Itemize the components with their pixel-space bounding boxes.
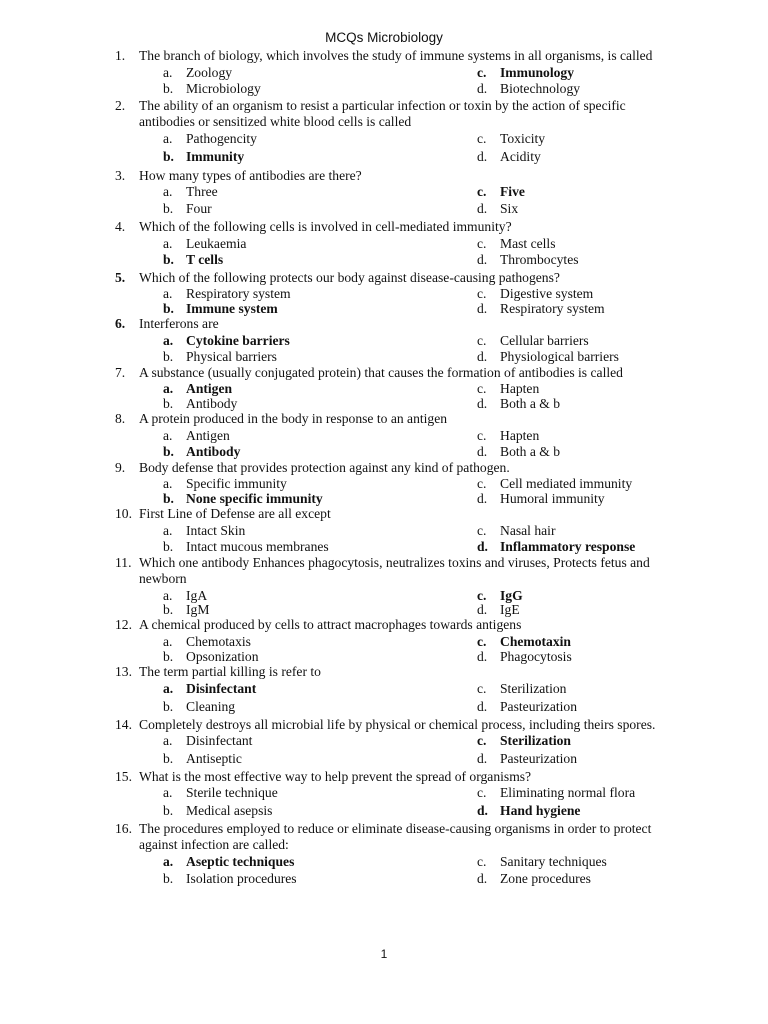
question-number: 9. — [115, 459, 126, 475]
question-item — [115, 316, 675, 365]
option-text: Four — [186, 201, 212, 216]
option-letter: d. — [477, 348, 488, 364]
option-letter: b. — [163, 491, 174, 506]
question-list — [115, 48, 675, 888]
option-text: Both a & b — [500, 396, 561, 411]
answer-option — [163, 699, 235, 716]
option-row — [115, 301, 675, 316]
option-row — [115, 649, 675, 664]
option-text: None specific immunity — [186, 491, 323, 506]
option-letter: a. — [163, 235, 173, 251]
answer-option — [163, 131, 257, 148]
answer-option — [477, 733, 571, 750]
option-text: Isolation procedures — [186, 871, 297, 886]
answer-option — [477, 184, 525, 201]
option-letter: a. — [163, 785, 173, 800]
option-text: Microbiology — [186, 81, 261, 96]
option-text: Thrombocytes — [500, 251, 579, 267]
question-number: 3. — [115, 167, 126, 183]
option-row — [115, 699, 675, 716]
option-letter: c. — [477, 853, 487, 869]
answer-option — [477, 349, 619, 366]
question-stem — [115, 555, 675, 588]
question-number: 11. — [115, 554, 132, 570]
option-letter: c. — [477, 332, 487, 348]
answer-option — [163, 184, 218, 201]
option-row — [115, 236, 675, 252]
option-letter: c. — [477, 130, 487, 146]
option-row — [115, 871, 675, 888]
question-stem — [115, 460, 675, 477]
option-letter: c. — [477, 184, 487, 199]
option-text: Immunology — [500, 64, 575, 80]
option-text: Zone procedures — [500, 871, 591, 886]
option-letter: c. — [477, 633, 487, 649]
answer-option — [163, 201, 212, 218]
answer-option — [163, 333, 290, 350]
answer-option — [477, 149, 541, 166]
option-letter: b. — [163, 698, 174, 714]
option-row — [115, 803, 675, 820]
option-row — [115, 523, 675, 539]
option-letter: b. — [163, 81, 174, 96]
option-letter: a. — [163, 286, 173, 301]
option-letter: c. — [477, 680, 487, 696]
answer-option — [477, 785, 635, 802]
question-number: 6. — [115, 316, 126, 331]
option-text: Cleaning — [186, 698, 236, 714]
option-letter: a. — [163, 130, 173, 146]
option-row — [115, 286, 675, 301]
option-text: Cellular barriers — [500, 332, 589, 348]
option-text: Medical asepsis — [186, 802, 273, 818]
option-row — [115, 588, 675, 603]
option-letter: b. — [163, 348, 174, 364]
option-letter: b. — [163, 201, 174, 216]
option-row — [115, 252, 675, 268]
option-text: Respiratory system — [186, 286, 291, 301]
option-text: Opsonization — [186, 649, 259, 664]
question-number: 8. — [115, 411, 126, 426]
answer-option — [163, 681, 256, 698]
option-row — [115, 65, 675, 82]
answer-option — [477, 81, 580, 98]
option-text: Antibody — [186, 396, 238, 411]
option-row — [115, 333, 675, 349]
answer-option — [477, 523, 555, 540]
option-text: Antibody — [186, 443, 241, 459]
option-row — [115, 81, 675, 98]
question-number: 16. — [115, 820, 132, 836]
answer-option — [477, 428, 539, 445]
option-letter: b. — [163, 251, 174, 267]
option-row — [115, 785, 675, 803]
option-letter: b. — [163, 396, 174, 411]
option-row — [115, 444, 675, 460]
answer-option — [163, 149, 244, 166]
answer-option — [163, 854, 294, 871]
option-letter: c. — [477, 476, 487, 491]
option-letter: c. — [477, 427, 487, 443]
question-item — [115, 555, 675, 618]
option-letter: c. — [477, 785, 487, 800]
option-text: Sterilization — [500, 680, 567, 696]
option-letter: a. — [163, 522, 173, 538]
option-text: IgE — [500, 602, 520, 617]
option-text: Sanitary techniques — [500, 853, 607, 869]
answer-option — [163, 444, 240, 461]
option-text: Three — [186, 184, 218, 199]
option-letter: d. — [477, 301, 488, 316]
option-letter: a. — [163, 476, 173, 491]
answer-option — [163, 871, 297, 888]
question-number: 15. — [115, 768, 132, 784]
option-row — [115, 751, 675, 768]
answer-option — [477, 751, 577, 768]
question-item — [115, 48, 675, 98]
option-text: IgM — [186, 602, 210, 617]
answer-option — [163, 539, 329, 556]
question-text: Interferons are — [139, 316, 219, 331]
option-row — [115, 476, 675, 491]
option-text: Pasteurization — [500, 698, 578, 714]
option-text: Inflammatory response — [500, 538, 636, 554]
option-letter: b. — [163, 443, 174, 459]
option-text: Antigen — [186, 427, 230, 443]
question-stem — [115, 617, 675, 634]
question-number: 4. — [115, 219, 126, 234]
option-row — [115, 381, 675, 396]
option-letter: a. — [163, 381, 174, 396]
question-stem — [115, 365, 675, 382]
option-letter: c. — [477, 64, 487, 80]
option-text: Sterile technique — [186, 785, 278, 800]
option-text: Cell mediated immunity — [500, 476, 633, 491]
answer-option — [163, 634, 251, 651]
option-letter: a. — [163, 853, 174, 869]
option-letter: b. — [163, 871, 174, 886]
answer-option — [163, 428, 230, 445]
option-text: Leukaemia — [186, 235, 247, 251]
option-letter: b. — [163, 301, 174, 316]
answer-option — [477, 65, 574, 82]
question-number: 10. — [115, 506, 132, 521]
option-letter: c. — [477, 381, 487, 396]
question-text: What is the most effective way to help prevent the spread of organisms? — [139, 768, 532, 784]
option-letter: d. — [477, 649, 488, 664]
option-text: Aseptic techniques — [186, 853, 295, 869]
option-text: IgG — [500, 587, 523, 603]
option-text: Disinfectant — [186, 733, 253, 748]
answer-option — [163, 81, 261, 98]
answer-option — [163, 803, 272, 820]
option-letter: a. — [163, 184, 173, 199]
option-letter: a. — [163, 332, 174, 348]
question-item — [115, 98, 675, 167]
answer-option — [163, 252, 223, 269]
option-letter: b. — [163, 602, 174, 617]
option-letter: d. — [477, 538, 488, 554]
answer-option — [477, 201, 518, 218]
answer-option — [477, 681, 566, 698]
option-text: Chemotaxin — [500, 633, 571, 649]
question-number: 5. — [115, 269, 126, 285]
option-text: Five — [500, 184, 525, 199]
option-letter: c. — [477, 522, 487, 538]
option-text: T cells — [186, 251, 224, 267]
question-item — [115, 617, 675, 664]
option-text: Digestive system — [500, 286, 594, 301]
question-item — [115, 219, 675, 268]
question-text: First Line of Defense are all except — [139, 506, 331, 521]
option-letter: b. — [163, 802, 174, 818]
answer-option — [163, 733, 252, 750]
option-text: Respiratory system — [500, 301, 605, 316]
answer-option — [477, 131, 545, 148]
option-letter: a. — [163, 633, 173, 649]
option-text: IgA — [186, 587, 208, 603]
option-letter: d. — [477, 443, 488, 459]
question-text: A protein produced in the body in response to an antigen — [139, 411, 448, 426]
question-item — [115, 270, 675, 317]
option-text: Intact mucous membranes — [186, 538, 329, 554]
option-letter: a. — [163, 733, 173, 748]
option-row — [115, 733, 675, 751]
option-text: Six — [500, 201, 519, 216]
question-number: 12. — [115, 617, 132, 632]
option-letter: c. — [477, 286, 487, 301]
question-stem — [115, 98, 675, 131]
option-row — [115, 201, 675, 218]
question-text: Which one antibody Enhances phagocytosis, neutralizes toxins and viruses, Protects fetus and newborn — [139, 554, 650, 586]
option-text: Zoology — [186, 64, 233, 80]
question-text: Completely destroys all microbial life by physical or chemical process, including theirs spores. — [139, 716, 656, 732]
question-stem — [115, 664, 675, 681]
question-text: How many types of antibodies are there? — [139, 167, 362, 183]
question-text: A chemical produced by cells to attract macrophages towards antigens — [139, 617, 522, 632]
question-text: A substance (usually conjugated protein) that causes the formation of antibodies is called — [139, 364, 623, 380]
option-letter: d. — [477, 871, 488, 886]
document-title: MCQs Microbiology — [325, 30, 443, 45]
question-item — [115, 460, 675, 507]
question-stem — [115, 168, 675, 185]
answer-option — [477, 699, 577, 716]
option-text: Pasteurization — [500, 750, 578, 766]
option-text: Mast cells — [500, 235, 556, 251]
option-row — [115, 854, 675, 872]
option-letter: a. — [163, 64, 173, 80]
question-item — [115, 717, 675, 768]
question-stem — [115, 769, 675, 786]
question-number: 14. — [115, 716, 132, 732]
option-letter: b. — [163, 538, 174, 554]
answer-option — [477, 252, 579, 269]
option-letter: d. — [477, 396, 488, 411]
option-row — [115, 396, 675, 411]
option-text: Specific immunity — [186, 476, 287, 491]
answer-option — [477, 333, 589, 350]
option-text: Both a & b — [500, 443, 561, 459]
option-letter: d. — [477, 148, 488, 164]
question-item — [115, 365, 675, 412]
option-text: Disinfectant — [186, 680, 257, 696]
question-text: The branch of biology, which involves the study of immune systems in all organisms, is called — [139, 48, 653, 63]
option-text: Chemotaxis — [186, 633, 251, 649]
question-stem — [115, 219, 675, 236]
question-item — [115, 664, 675, 716]
option-text: Acidity — [500, 148, 541, 164]
option-row — [115, 184, 675, 201]
option-text: Humoral immunity — [500, 491, 605, 506]
answer-option — [163, 751, 242, 768]
option-letter: d. — [477, 802, 488, 818]
option-letter: a. — [163, 587, 173, 603]
option-letter: b. — [163, 148, 174, 164]
question-stem — [115, 48, 675, 65]
question-stem — [115, 717, 675, 734]
option-text: Hapten — [500, 381, 540, 396]
option-letter: d. — [477, 251, 488, 267]
answer-option — [163, 523, 245, 540]
question-text: The ability of an organism to resist a particular infection or toxin by the action of specific antibodies or sensitized white blood cells is called — [139, 97, 626, 129]
question-stem — [115, 506, 675, 523]
option-letter: d. — [477, 602, 488, 617]
question-number: 13. — [115, 664, 132, 679]
option-row — [115, 602, 675, 617]
option-text: Immune system — [186, 301, 278, 316]
answer-option — [163, 65, 232, 82]
option-letter: b. — [163, 649, 174, 664]
option-text: Antiseptic — [186, 750, 242, 766]
question-item — [115, 168, 675, 219]
answer-option — [477, 539, 635, 556]
option-letter: d. — [477, 491, 488, 506]
answer-option — [477, 236, 556, 253]
option-letter: d. — [477, 750, 488, 766]
question-number: 1. — [115, 48, 126, 63]
option-text: Nasal hair — [500, 522, 556, 538]
option-letter: b. — [163, 750, 174, 766]
question-number: 7. — [115, 364, 126, 380]
page-number: 1 — [380, 947, 388, 961]
option-row — [115, 491, 675, 506]
answer-option — [477, 634, 571, 651]
answer-option — [477, 803, 580, 820]
option-text: Hapten — [500, 427, 540, 443]
option-row — [115, 539, 675, 555]
question-text: Which of the following protects our body against disease-causing pathogens? — [139, 269, 560, 285]
question-text: The term partial killing is refer to — [139, 664, 321, 679]
option-letter: a. — [163, 680, 174, 696]
option-letter: d. — [477, 698, 488, 714]
option-text: Physiological barriers — [500, 348, 619, 364]
question-stem — [115, 411, 675, 428]
option-row — [115, 634, 675, 650]
option-text: Immunity — [186, 148, 245, 164]
option-letter: c. — [477, 235, 487, 251]
question-number: 2. — [115, 97, 126, 113]
option-text: Toxicity — [500, 130, 546, 146]
option-text: Biotechnology — [500, 81, 581, 96]
option-row — [115, 428, 675, 444]
option-letter: c. — [477, 733, 487, 748]
answer-option — [163, 349, 277, 366]
question-item — [115, 411, 675, 460]
answer-option — [477, 854, 607, 871]
option-text: Cytokine barriers — [186, 332, 290, 348]
option-text: Intact Skin — [186, 522, 246, 538]
question-stem — [115, 316, 675, 333]
option-letter: a. — [163, 427, 173, 443]
answer-option — [477, 444, 560, 461]
question-item — [115, 769, 675, 820]
answer-option — [477, 871, 591, 888]
question-stem — [115, 270, 675, 287]
option-row — [115, 349, 675, 365]
option-row — [115, 681, 675, 699]
option-text: Hand hygiene — [500, 802, 581, 818]
question-item — [115, 821, 675, 889]
option-letter: d. — [477, 81, 488, 96]
option-text: Sterilization — [500, 733, 571, 748]
answer-option — [163, 236, 246, 253]
option-text: Phagocytosis — [500, 649, 572, 664]
option-text: Pathogencity — [186, 130, 257, 146]
question-text: The procedures employed to reduce or eliminate disease-causing organisms in order to protect against infection are called: — [139, 820, 652, 852]
answer-option — [163, 785, 278, 802]
question-text: Which of the following cells is involved in cell-mediated immunity? — [139, 219, 512, 234]
option-row — [115, 149, 675, 167]
option-text: Antigen — [186, 381, 233, 396]
option-row — [115, 131, 675, 149]
option-text: Eliminating normal flora — [500, 785, 636, 800]
question-item — [115, 506, 675, 555]
option-text: Physical barriers — [186, 348, 277, 364]
option-letter: d. — [477, 201, 488, 216]
question-stem — [115, 821, 675, 854]
question-text: Body defense that provides protection against any kind of pathogen. — [139, 459, 510, 475]
option-letter: c. — [477, 587, 487, 603]
